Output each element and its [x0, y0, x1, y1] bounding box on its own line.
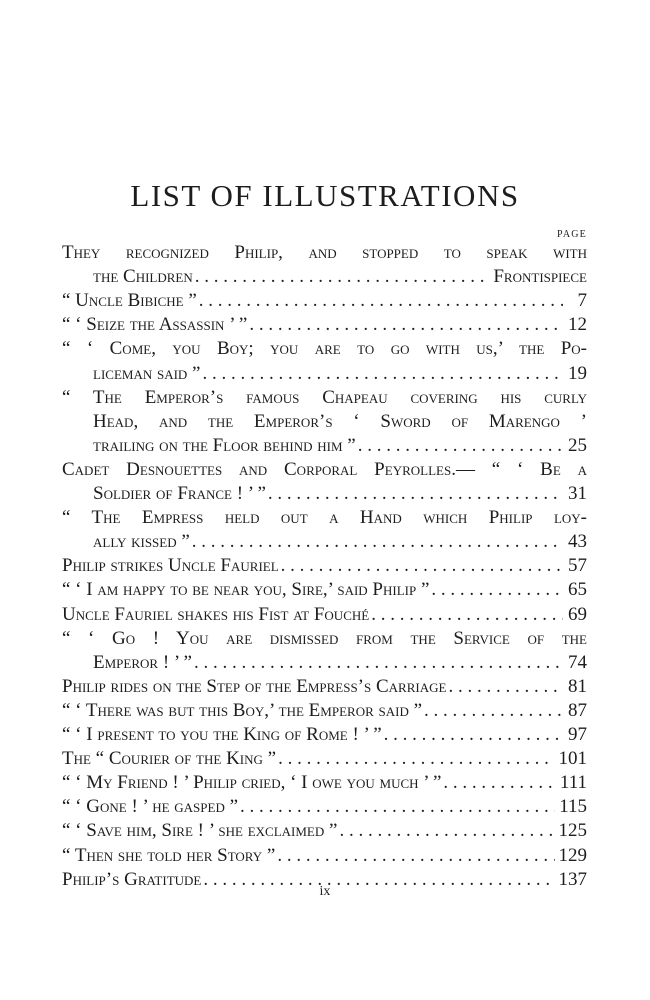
illustration-entry-line [62, 265, 587, 289]
dot-leader [448, 675, 563, 699]
illustration-caption: “ ‘ Go ! You are dismissed from the Service of the [62, 627, 587, 649]
illustration-page-number: 69 [568, 603, 587, 625]
illustration-caption: “ ‘ There was but this Boy,’ the Emperor said ” [62, 699, 423, 721]
illustration-entry-line [62, 627, 587, 651]
illustration-entry-line [62, 603, 587, 627]
dot-leader [371, 603, 563, 627]
page-title: LIST OF ILLUSTRATIONS [130, 178, 520, 213]
dot-leader [281, 554, 563, 578]
illustration-caption: Cadet Desnouettes and Corporal Peyrolles.— “ ‘ Be a [62, 458, 587, 480]
illustration-page-number: 101 [558, 748, 587, 770]
illustration-page-number: 81 [568, 675, 587, 697]
dot-leader [431, 578, 563, 602]
illustration-entry-line [62, 434, 587, 458]
illustration-page-number: 125 [558, 820, 587, 842]
illustration-page-number: 12 [568, 314, 587, 336]
illustration-entry-line [62, 771, 587, 795]
illustration-entry-line [62, 313, 587, 337]
illustration-page-number: 129 [558, 844, 587, 866]
illustration-page-number: 7 [577, 290, 587, 312]
dot-leader [339, 819, 554, 843]
dot-leader [194, 651, 563, 675]
illustration-caption: “ ‘ Save him, Sire ! ’ she exclaimed ” [62, 820, 338, 842]
illustration-entry-line [62, 651, 587, 675]
illustration-caption: “ ‘ Gone ! ’ he gasped ” [62, 796, 239, 818]
dot-leader [195, 265, 490, 289]
illustration-caption: “ ‘ I present to you the King of Rome ! ’ ” [62, 724, 382, 745]
illustration-entry-line [62, 289, 587, 313]
illustration-entry-line [62, 530, 587, 554]
illustration-page-number: Frontispiece [493, 266, 587, 288]
illustration-entry-line [62, 554, 587, 578]
illustration-page-number: 87 [568, 699, 587, 721]
dot-leader [358, 434, 563, 458]
illustration-entry-line [62, 241, 587, 265]
dot-leader [249, 313, 563, 337]
dot-leader [424, 699, 563, 723]
illustration-caption: the Children [93, 266, 193, 288]
illustration-caption: Uncle Fauriel shakes his Fist at Fouché [62, 603, 370, 625]
illustration-entry-line [62, 699, 587, 723]
illustration-caption: “ Then she told her Story ” [62, 844, 276, 866]
illustration-page-number: 137 [558, 868, 587, 890]
illustration-caption: “ ‘ My Friend ! ’ Philip cried, ‘ I owe you much ’ ” [62, 772, 442, 794]
illustration-entry-line [62, 482, 587, 506]
dot-leader [443, 771, 556, 795]
illustration-entry-line [62, 410, 587, 434]
illustration-entry-line [62, 578, 587, 602]
illustration-entry-line [62, 506, 587, 530]
folio-number: ix [319, 884, 331, 899]
illustration-caption: Head, and the Emperor’s ‘ Sword of Marengo ’ [93, 410, 587, 432]
illustration-caption: The “ Courier of the King ” [62, 748, 277, 770]
illustration-page-number: 97 [568, 724, 587, 745]
illustration-caption: trailing on the Floor behind him ” [93, 434, 356, 456]
illustration-page-number: 111 [559, 772, 587, 794]
dot-leader [268, 482, 563, 506]
illustration-caption: “ ‘ Come, you Boy; you are to go with us,’ the Po- [62, 338, 587, 360]
dot-leader [240, 795, 555, 819]
illustration-caption: ally kissed ” [93, 531, 190, 553]
illustration-page-number: 31 [568, 483, 587, 504]
illustration-entry-line [62, 819, 587, 843]
dot-leader [199, 289, 563, 313]
illustration-caption: “ The Empress held out a Hand which Philip loy- [62, 507, 587, 529]
illustration-entry-line [62, 386, 587, 410]
illustration-entry-line [62, 844, 587, 868]
dot-leader [203, 362, 564, 386]
illustration-caption: They recognized Philip, and stopped to speak with [62, 242, 587, 263]
illustration-caption: “ ‘ Seize the Assassin ’ ” [62, 314, 248, 336]
illustration-page-number: 57 [568, 555, 587, 577]
illustration-caption: “ The Emperor’s famous Chapeau covering his curly [62, 386, 587, 408]
illustration-entry-line [62, 362, 587, 386]
dot-leader [192, 530, 563, 554]
illustration-entry-line [62, 747, 587, 771]
illustration-entry-line [62, 675, 587, 699]
illustration-page-number: 65 [568, 579, 587, 601]
dot-leader [384, 723, 563, 747]
illustration-page-number: 115 [559, 796, 587, 818]
illustration-page-number: 43 [568, 531, 587, 553]
illustration-caption: liceman said ” [93, 362, 201, 384]
page-column-label: PAGE [557, 229, 587, 240]
illustration-entry-line [62, 337, 587, 361]
illustration-page-number: 19 [568, 362, 587, 384]
illustration-entry-line [62, 458, 587, 482]
illustration-page-number: 74 [568, 651, 587, 673]
illustration-caption: Philip’s Gratitude [62, 868, 202, 890]
illustration-caption: “ Uncle Bibiche ” [62, 290, 197, 312]
illustration-caption: Philip strikes Uncle Fauriel [62, 555, 279, 577]
illustration-entry-line [62, 795, 587, 819]
illustration-caption: Philip rides on the Step of the Empress’s Carriage [62, 675, 447, 697]
dot-leader [277, 844, 554, 868]
dot-leader [278, 747, 554, 771]
illustration-caption: Emperor ! ’ ” [93, 651, 192, 673]
illustration-caption: Soldier of France ! ’ ” [93, 483, 266, 504]
illustration-page-number: 25 [568, 434, 587, 456]
illustration-entry-line [62, 723, 587, 747]
illustration-caption: “ ‘ I am happy to be near you, Sire,’ said Philip ” [62, 579, 430, 601]
